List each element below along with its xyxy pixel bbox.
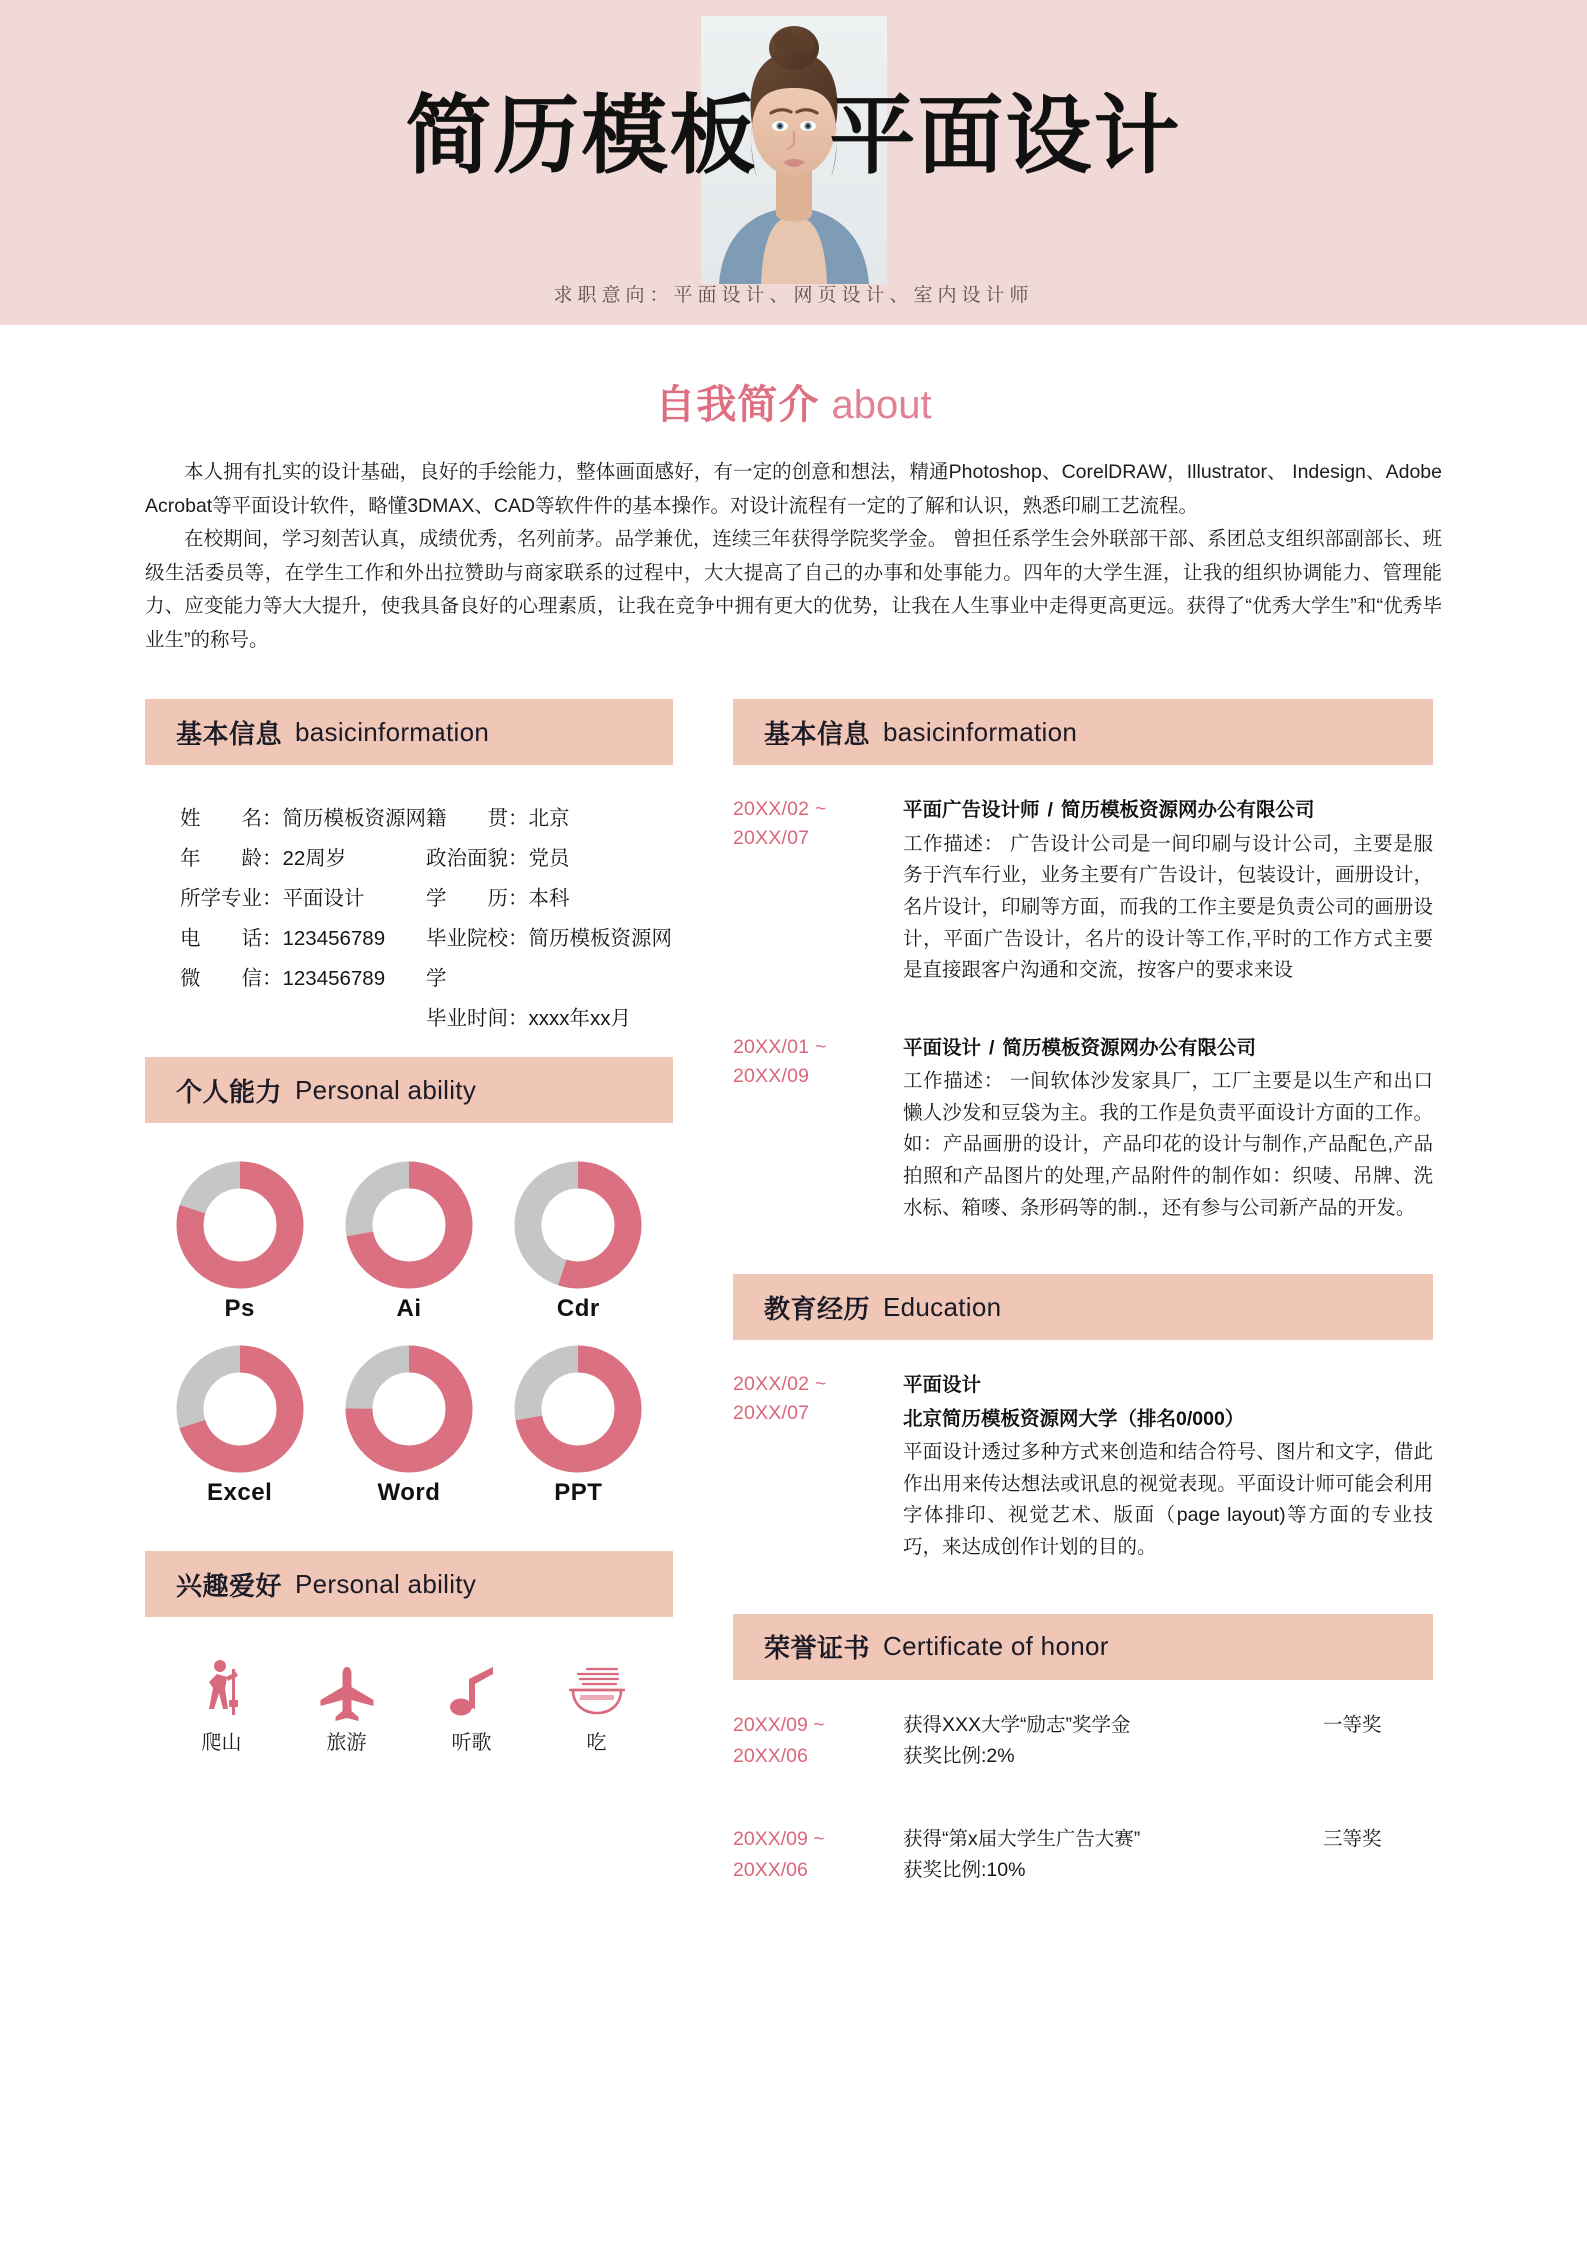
- work-entry-date: 20XX/02 ~ 20XX/07: [733, 795, 883, 986]
- basic-info-wechat-value: 123456789: [282, 967, 386, 991]
- basic-info-age: 年 龄：: [180, 847, 283, 871]
- basic-info-row: [180, 799, 426, 839]
- basic-info-row: [426, 999, 673, 1039]
- work-entry-role: 平面广告设计师: [903, 799, 1040, 822]
- education-header: [733, 1274, 1433, 1340]
- basic-info-section: [145, 699, 673, 1031]
- work-entry-role: 平面设计: [903, 1036, 982, 1059]
- education-entry-date: 20XX/02 ~ 20XX/07: [733, 1370, 883, 1563]
- skill-donut-excel: [155, 1343, 324, 1507]
- basic-info-school: 毕业院校：: [426, 927, 529, 951]
- honor-entry-date: 20XX/09 ~ 20XX/06: [733, 1710, 883, 1772]
- noodle-bowl-icon: [534, 1655, 659, 1717]
- donut-chart: [343, 1343, 475, 1475]
- work-entry-company: 简历模板资源网办公有限公司: [1060, 799, 1315, 822]
- about-body: [145, 456, 1442, 657]
- hobby-label: 旅游: [326, 1732, 367, 1755]
- about-paragraph-1: 本人拥有扎实的设计基础，良好的手绘能力，整体画面感好，有一定的创意和想法，精通Photoshop、CorelDRAW，Illustrator、 Indesign、Adobe Acrobat等平面设计软件，略懂3DMAX、CAD等软件件的基本操作。对设计流程有一定的了解和认识，熟悉印刷工艺流程。: [145, 461, 1442, 517]
- work-entry-head: 平面设计 / 简历模板资源网办公有限公司: [903, 1036, 1256, 1059]
- basic-info-row: [426, 919, 673, 999]
- work-entry-date: 20XX/01 ~ 20XX/09: [733, 1033, 883, 1224]
- basic-info-phone-value: 123456789: [282, 927, 386, 951]
- education-header-en: Education: [883, 1291, 1002, 1322]
- header-banner: [0, 0, 1587, 325]
- basic-info-age-value: 22周岁: [282, 847, 347, 871]
- personal-ability-section: [145, 1057, 673, 1507]
- hobbies-section: [145, 1551, 673, 1755]
- honors-header-en: Certificate of honor: [883, 1631, 1109, 1662]
- hobbies-header-en: Personal ability: [295, 1568, 477, 1599]
- honor-name: 获得“第x届大学生广告大赛”: [903, 1827, 1141, 1850]
- work-experience-section: [733, 699, 1433, 1224]
- basic-info-hometown-value: 北京: [528, 807, 570, 831]
- honor-entry-body: [903, 1824, 1433, 1886]
- work-experience-header-en: basicinformation: [883, 716, 1078, 747]
- donut-label: Cdr: [556, 1295, 600, 1323]
- left-column: [145, 699, 673, 1755]
- basic-info-political: 政治面貌：: [426, 847, 529, 871]
- education-entry-body: [903, 1370, 1433, 1563]
- basic-info-header-cn: 基本信息: [176, 718, 283, 749]
- honor-date-end: 20XX/06: [733, 1744, 808, 1767]
- about-title: [0, 373, 1587, 430]
- honors-header-cn: 荣誉证书: [764, 1633, 871, 1664]
- work-entry-description: 工作描述： 广告设计公司是一间印刷与设计公司，主要是服务于汽车行业，业务主要有广告设计，包装设计，画册设计，名片设计，印刷等方面，而我的工作主要是负责公司的画册设计，平面广告设计，名片的设计等工作,平时的工作方式主要是直接跟客户沟通和交流，按客户的要求来设: [903, 832, 1433, 982]
- skill-donut-ai: [324, 1159, 493, 1323]
- hiking-icon: [159, 1655, 284, 1717]
- basic-info-degree-value: 本科: [528, 887, 570, 911]
- work-entry-date-end: 20XX/09: [733, 1064, 810, 1087]
- honors-section: [733, 1614, 1433, 1887]
- basic-info-row: [180, 839, 426, 879]
- honor-rank: 一等奖: [1323, 1713, 1382, 1736]
- honor-name: 获得XXX大学“励志”奖学金: [903, 1713, 1131, 1736]
- hobbies-header: [145, 1551, 673, 1617]
- work-entry-date-end: 20XX/07: [733, 827, 810, 850]
- hobbies-header-cn: 兴趣爱好: [176, 1570, 283, 1601]
- donut-chart: [174, 1343, 306, 1475]
- skill-donut-cdr: [494, 1159, 663, 1323]
- donut-label: PPT: [554, 1479, 603, 1507]
- donut-label: Word: [377, 1479, 441, 1507]
- education-school: 北京简历模板资源网大学（排名0/000）: [903, 1407, 1245, 1430]
- basic-info-gradtime-value: xxxx年xx月: [528, 1007, 631, 1031]
- honor-entry-date: 20XX/09 ~ 20XX/06: [733, 1824, 883, 1886]
- honor-entry: [733, 1710, 1433, 1772]
- hobbies-grid: [145, 1655, 673, 1755]
- donut-chart: [343, 1159, 475, 1291]
- honor-date-start: 20XX/09: [733, 1713, 808, 1736]
- education-major: 平面设计: [903, 1374, 982, 1397]
- honor-date-start: 20XX/09: [733, 1827, 808, 1850]
- basic-info-left-col: [180, 799, 426, 1039]
- work-entry: [733, 795, 1433, 986]
- basic-info-right-col: [426, 799, 673, 1039]
- right-column: [733, 699, 1433, 1886]
- education-entry: [733, 1370, 1433, 1563]
- music-note-icon: [409, 1655, 534, 1717]
- donut-label: Ai: [396, 1295, 422, 1323]
- education-description: 平面设计透过多种方式来创造和结合符号、图片和文字，借此作出用来传达想法或讯息的视觉表现。平面设计师可能会利用字体排印、视觉艺术、版面（page layout)等方面的专业技巧，来达成创作计划的目的。: [903, 1441, 1433, 1559]
- banner-title-right: 平面设计: [829, 88, 1182, 184]
- work-entry-head: 平面广告设计师 / 简历模板资源网办公有限公司: [903, 799, 1315, 822]
- honor-entry-body: [903, 1710, 1433, 1772]
- work-entry-description: 工作描述： 一间软体沙发家具厂，工厂主要是以生产和出口懒人沙发和豆袋为主。我的工作是负责平面设计方面的工作。如：产品画册的设计，产品印花的设计与制作,产品配色,产品拍照和产品图片的处理,产品附件的制作如：织唛、吊牌、洗水标、箱嘜、条形码等的制.，还有参与公司新产品的开发。: [903, 1070, 1433, 1219]
- work-entry: [733, 1033, 1433, 1224]
- basic-info-wechat: 微 信：: [180, 967, 283, 991]
- hobby-item: [409, 1655, 534, 1755]
- hobby-item: [284, 1655, 409, 1755]
- donut-chart: [512, 1343, 644, 1475]
- basic-info-hometown: 籍 贯：: [426, 807, 529, 831]
- hobby-label: 听歌: [451, 1732, 492, 1755]
- skill-donut-ps: [155, 1159, 324, 1323]
- basic-info-header: [145, 699, 673, 765]
- education-date-end: 20XX/07: [733, 1402, 810, 1425]
- about-paragraph-2: 在校期间，学习刻苦认真，成绩优秀，名列前茅。品学兼优，连续三年获得学院奖学金。 曾担任系学生会外联部干部、系团总支组织部副部长、班级生活委员等，在学生工作和外出拉赞助与商家联系的过程中，大大提高了自己的办事和处事能力。四年的大学生涯，让我的组织协调能力、管理能力、应变能力等大大提升，使我具备良好的心理素质，让我在竞争中拥有更大的优势，让我在人生事业中走得更高更远。获得了“优秀大学生”和“优秀毕业生”的称号。: [145, 528, 1442, 651]
- basic-info-major: 所学专业：: [180, 887, 283, 911]
- basic-info-row: [180, 919, 426, 959]
- honor-ratio: 获奖比例:10%: [903, 1859, 1026, 1882]
- basic-info-major-value: 平面设计: [282, 887, 365, 911]
- basic-info-body: [145, 799, 673, 1031]
- basic-info-name-value: 简历模板资源网: [282, 807, 426, 831]
- education-section: [733, 1274, 1433, 1563]
- basic-info-row: [426, 839, 673, 879]
- honor-entry: [733, 1824, 1433, 1886]
- basic-info-row: [180, 959, 426, 999]
- hobby-item: [534, 1655, 659, 1755]
- basic-info-name: 姓 名：: [180, 807, 283, 831]
- hobby-label: 吃: [586, 1732, 607, 1755]
- work-entry-body: [903, 1033, 1433, 1224]
- banner-title-left: 简历模板: [405, 88, 758, 184]
- honors-header: [733, 1614, 1433, 1680]
- basic-info-row: [426, 879, 673, 919]
- basic-info-degree: 学 历：: [426, 887, 529, 911]
- donut-label: Ps: [224, 1295, 255, 1323]
- skill-donut-ppt: [494, 1343, 663, 1507]
- donut-chart: [174, 1159, 306, 1291]
- job-objective: 求职意向：平面设计、网页设计、室内设计师: [553, 285, 1034, 306]
- work-entry-date-start: 20XX/01: [733, 1035, 810, 1058]
- honor-date-end: 20XX/06: [733, 1859, 808, 1882]
- basic-info-row: [426, 799, 673, 839]
- work-experience-header-cn: 基本信息: [764, 718, 871, 749]
- honor-ratio: 获奖比例:2%: [903, 1744, 1015, 1767]
- personal-ability-header: [145, 1057, 673, 1123]
- about-title-en: about: [831, 383, 932, 427]
- work-entry-date-start: 20XX/02: [733, 798, 810, 821]
- skill-donut-word: [324, 1343, 493, 1507]
- work-entry-company: 简历模板资源网办公有限公司: [1002, 1036, 1256, 1059]
- basic-info-school-value: 简历模板资源网学: [426, 927, 672, 991]
- donut-chart: [512, 1159, 644, 1291]
- basic-info-phone: 电 话：: [180, 927, 283, 951]
- personal-ability-header-en: Personal ability: [295, 1074, 477, 1105]
- skill-donut-grid: [145, 1159, 673, 1507]
- honor-rank: 三等奖: [1323, 1827, 1382, 1850]
- basic-info-header-en: basicinformation: [295, 716, 490, 747]
- about-title-cn: 自我简介: [655, 383, 820, 427]
- about-section: [0, 325, 1587, 657]
- basic-info-political-value: 党员: [528, 847, 570, 871]
- donut-label: Excel: [207, 1479, 273, 1507]
- education-header-cn: 教育经历: [764, 1293, 871, 1324]
- work-experience-header: [733, 699, 1433, 765]
- basic-info-row: [180, 879, 426, 919]
- personal-ability-header-cn: 个人能力: [176, 1076, 283, 1107]
- hobby-item: [159, 1655, 284, 1755]
- work-entry-body: [903, 795, 1433, 986]
- content-columns: [0, 699, 1587, 1886]
- airplane-icon: [284, 1655, 409, 1717]
- education-date-start: 20XX/02: [733, 1373, 810, 1396]
- basic-info-gradtime: 毕业时间：: [426, 1007, 529, 1031]
- hobby-label: 爬山: [201, 1732, 242, 1755]
- banner-title-row: [0, 0, 1587, 272]
